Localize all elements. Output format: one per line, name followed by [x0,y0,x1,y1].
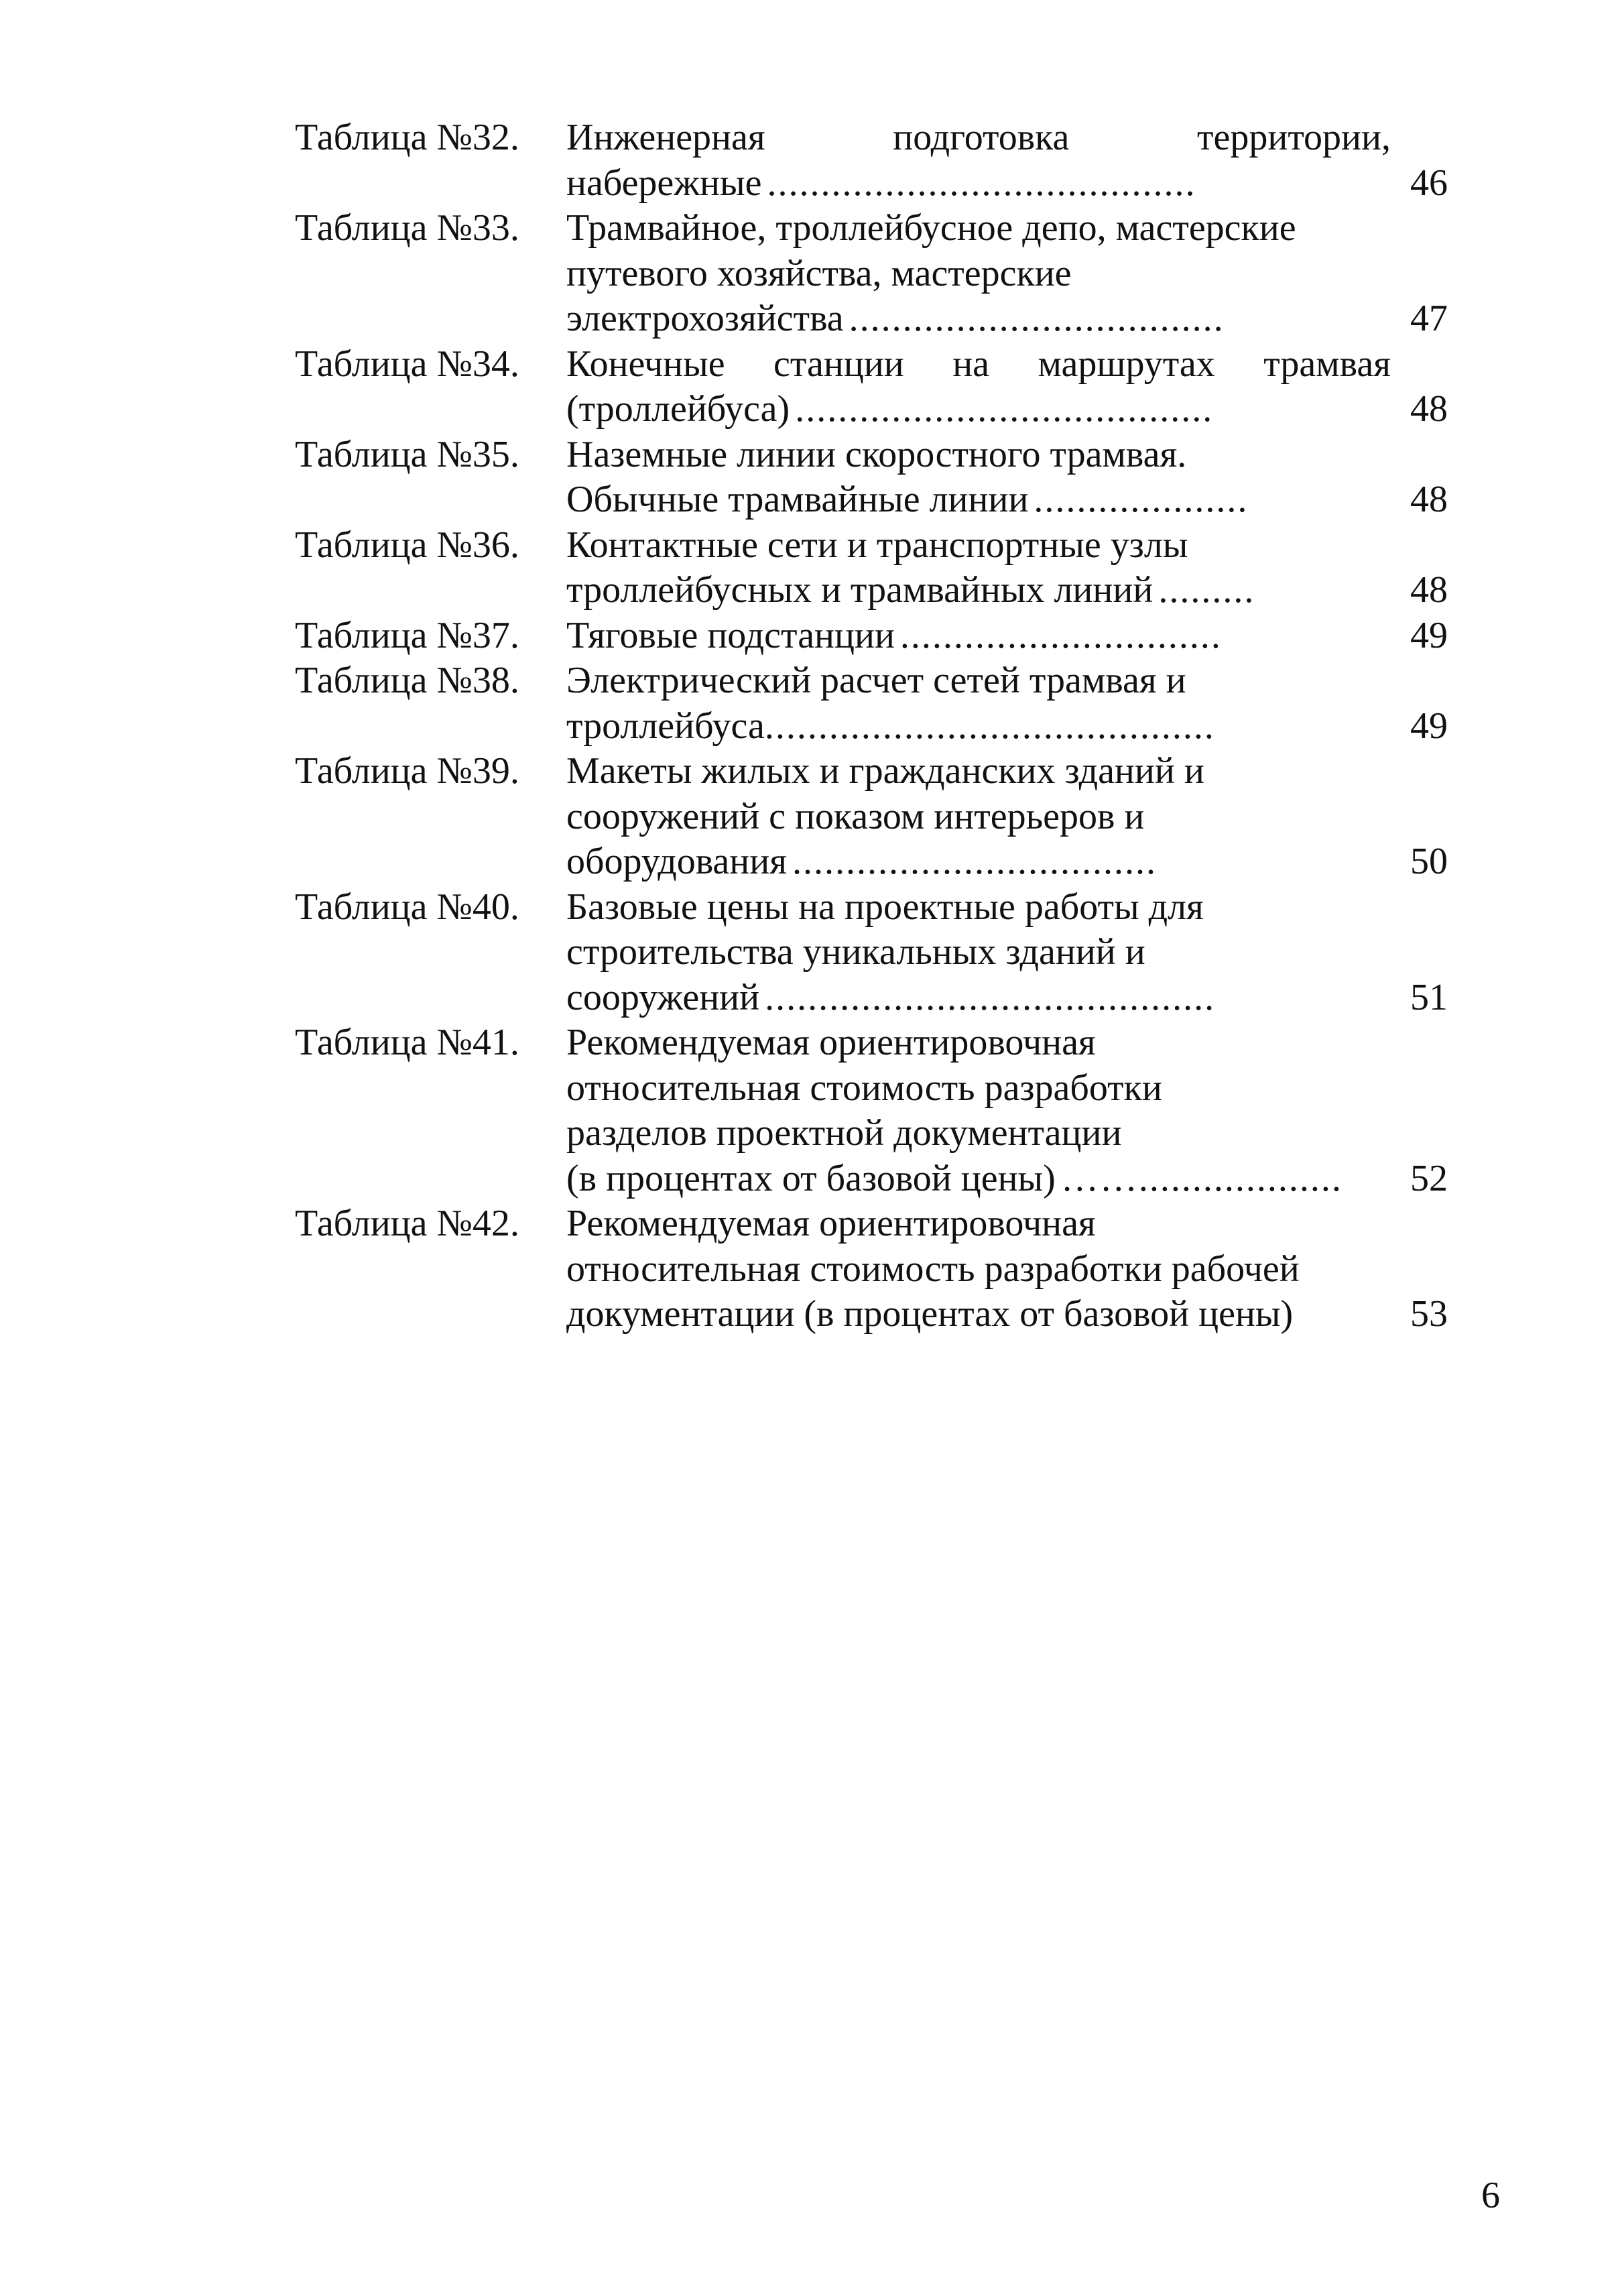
toc-leader-dots: ................................... [849,298,1225,339]
toc-entry-35 [295,432,1448,523]
toc-entry-41 [295,1020,1448,1201]
toc-leader-dots: .......................................... [764,705,1215,747]
toc-entry-word: маршрутах [1038,343,1215,385]
toc-entry-line [566,1020,1448,1066]
toc-entry-word: станции [773,343,904,385]
toc-entry-label: Таблица №32. [295,117,519,158]
toc-entry-line [566,251,1448,297]
toc-entry-line [566,839,1448,885]
toc-leader-dots: ......... [1158,569,1255,611]
toc-entry-42 [295,1201,1448,1337]
toc-entry-text: Базовые цены на проектные работы для [566,886,1204,928]
toc-page-number: 47 [1410,298,1448,339]
toc-leader-dots: .................... [1034,479,1249,520]
toc-entry-word: Конечные [566,343,725,385]
toc-entry-33 [295,206,1448,342]
toc-leader-dots: ....................................... [795,388,1214,430]
toc-entry-text: относительная стоимость разработки [566,1067,1162,1109]
toc-page-number: 46 [1410,162,1448,204]
toc-entry-word: подготовка [893,117,1070,158]
toc-entry-text: относительная стоимость разработки рабочей [566,1248,1300,1290]
toc-entry-line [566,1111,1448,1156]
toc-entry-line [566,568,1448,613]
toc-entry-text: набережные [566,162,762,204]
toc-entry-text: Трамвайное, троллейбусное депо, мастерские [566,207,1296,249]
toc-entry-text: (троллейбуса) [566,388,790,430]
toc-entry-text: разделов проектной документации [566,1112,1122,1154]
toc-leader-dots: .................................. [792,841,1157,882]
toc-entry-36 [295,523,1448,613]
toc-entry-text: Макеты жилых и гражданских зданий и [566,750,1204,792]
toc-entry-word: трамвая [1263,343,1391,385]
toc-entry-32 [295,115,1448,206]
toc-entry-text: (в процентах от базовой цены) [566,1157,1056,1199]
toc-entry-line [566,930,1448,975]
toc-entry-line [566,115,1448,161]
toc-page-number: 49 [1410,614,1448,656]
toc-entry-38 [295,658,1448,749]
toc-entry-line [566,1066,1448,1111]
toc-entry-label: Таблица №39. [295,750,519,792]
toc-entry-text: документации (в процентах от базовой цены) [566,1293,1294,1335]
toc-entry-line [566,296,1448,342]
toc-entry-label: Таблица №41. [295,1022,519,1063]
toc-entry-label: Таблица №40. [295,886,519,928]
toc-entry-37 [295,613,1448,659]
toc-entry-body [566,1201,1448,1337]
toc-leader-dots: ........................................ [767,162,1196,204]
toc-entry-line [566,704,1448,749]
toc-entry-40 [295,885,1448,1021]
toc-entry-body [566,658,1448,749]
table-of-contents [295,115,1448,1337]
toc-entry-text: Рекомендуемая ориентировочная [566,1022,1096,1063]
toc-entry-text: троллейбусных и трамвайных линий [566,569,1153,611]
toc-page-number: 50 [1410,841,1448,882]
toc-entry-text: путевого хозяйства, мастерские [566,252,1072,294]
toc-entry-text: сооружений [566,976,760,1018]
toc-entry-line [566,1247,1448,1292]
toc-entry-text: Контактные сети и транспортные узлы [566,524,1188,566]
toc-entry-line [566,613,1448,659]
toc-entry-body [566,432,1448,523]
toc-entry-text: Рекомендуемая ориентировочная [566,1203,1096,1244]
page-number: 6 [1481,2175,1500,2216]
toc-entry-line [566,1156,1448,1202]
toc-leader-dots: .......................................... [765,976,1216,1018]
toc-entry-body [566,885,1448,1021]
toc-entry-text: Электрический расчет сетей трамвая и [566,660,1186,701]
toc-entry-text: электрохозяйства [566,298,844,339]
toc-page-number: 51 [1410,976,1448,1018]
toc-entry-label: Таблица №37. [295,614,519,656]
toc-leader-dots: ……................... [1060,1157,1343,1199]
toc-entry-line [566,975,1448,1021]
toc-entry-text: троллейбуса [566,705,765,747]
toc-entry-line [566,794,1448,840]
toc-entry-text: сооружений с показом интерьеров и [566,795,1145,837]
toc-entry-label: Таблица №33. [295,207,519,249]
toc-entry-34 [295,342,1448,432]
toc-entry-line [566,387,1448,432]
toc-entry-label: Таблица №38. [295,660,519,701]
toc-entry-body [566,1020,1448,1201]
toc-entry-39 [295,749,1448,885]
toc-entry-body [566,523,1448,613]
toc-entry-line [566,1201,1448,1247]
toc-entry-text: строительства уникальных зданий и [566,931,1145,973]
toc-entry-line [566,1292,1448,1337]
toc-entry-text: оборудования [566,841,787,882]
toc-entry-text: Тяговые подстанции [566,614,895,656]
toc-page-number: 48 [1410,479,1448,520]
toc-entry-word: на [952,343,990,385]
toc-entry-line [566,342,1448,387]
toc-entry-word: Инженерная [566,117,765,158]
toc-entry-line [566,885,1448,930]
toc-page-number: 49 [1410,705,1448,747]
toc-leader-dots: .............................. [899,614,1222,656]
toc-entry-label: Таблица №36. [295,524,519,566]
toc-entry-line [566,432,1448,478]
toc-entry-text: Обычные трамвайные линии [566,479,1029,520]
toc-entry-line [566,658,1448,704]
toc-entry-body [566,342,1448,432]
toc-entry-text: Наземные линии скоростного трамвая. [566,433,1187,475]
toc-entry-body [566,206,1448,342]
toc-page-number: 53 [1410,1293,1448,1335]
toc-page-number: 48 [1410,388,1448,430]
toc-entry-body [566,749,1448,885]
toc-entry-line [566,161,1448,206]
toc-entry-word: территории, [1197,117,1391,158]
toc-entry-line [566,477,1448,523]
toc-entry-label: Таблица №34. [295,343,519,385]
toc-entry-body [566,115,1448,206]
toc-entry-label: Таблица №42. [295,1203,519,1244]
toc-entry-label: Таблица №35. [295,433,519,475]
toc-page-number: 52 [1410,1157,1448,1199]
toc-page-number: 48 [1410,569,1448,611]
toc-entry-line [566,206,1448,251]
toc-entry-line [566,749,1448,794]
toc-entry-line [566,523,1448,568]
toc-entry-body [566,613,1448,659]
